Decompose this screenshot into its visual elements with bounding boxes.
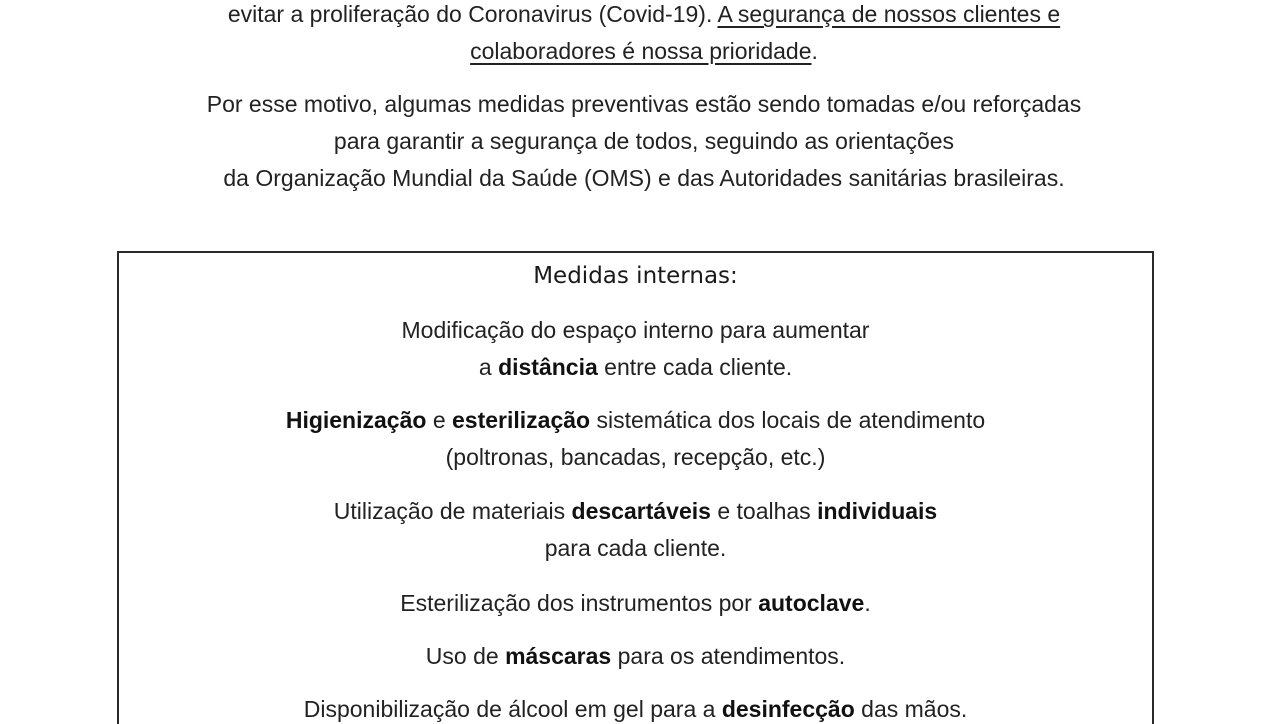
measure-keyword: descartáveis bbox=[571, 498, 711, 524]
intro-text: evitar a proliferação do Coronavirus (Covid-19). bbox=[227, 1, 718, 27]
measure-item-distance bbox=[119, 312, 1152, 386]
measure-text: e bbox=[426, 407, 453, 433]
measure-text: Utilização de materiais bbox=[333, 498, 572, 524]
intro-text: . bbox=[811, 38, 818, 64]
intro-line: Por esse motivo, algumas medidas preventivas estão sendo tomadas e/ou reforçadas bbox=[206, 91, 1082, 117]
measure-line bbox=[119, 691, 1152, 724]
measure-line bbox=[119, 638, 1152, 675]
measure-line: Modificação do espaço interno para aumentar bbox=[401, 317, 870, 343]
measure-keyword: esterilização bbox=[452, 407, 591, 433]
measure-text: Disponibilização de álcool em gel para a bbox=[303, 696, 722, 722]
measure-keyword: distância bbox=[498, 354, 598, 380]
measure-text: Esterilização dos instrumentos por bbox=[400, 590, 759, 616]
measure-item-hygiene bbox=[119, 402, 1152, 476]
measure-item-autoclave bbox=[119, 585, 1152, 622]
measure-text: das mãos. bbox=[854, 696, 968, 722]
measure-keyword: individuais bbox=[817, 498, 938, 524]
measure-text: Uso de bbox=[425, 643, 506, 669]
intro-line bbox=[0, 0, 1288, 33]
internal-measures-box bbox=[117, 251, 1154, 724]
measure-line bbox=[119, 493, 1152, 530]
measure-line: para cada cliente. bbox=[544, 535, 727, 561]
measure-line bbox=[119, 402, 1152, 439]
measure-item-disposables bbox=[119, 493, 1152, 567]
measure-keyword: máscaras bbox=[505, 643, 612, 669]
measure-keyword: Higienização bbox=[285, 407, 427, 433]
measure-keyword: autoclave bbox=[758, 590, 865, 616]
measure-line bbox=[119, 585, 1152, 622]
intro-line: para garantir a segurança de todos, seguindo as orientações bbox=[333, 128, 955, 154]
measure-text: entre cada cliente. bbox=[597, 354, 793, 380]
measure-item-masks bbox=[119, 638, 1152, 675]
intro-line: da Organização Mundial da Saúde (OMS) e das Autoridades sanitárias brasileiras. bbox=[223, 165, 1065, 191]
measure-line bbox=[119, 349, 1152, 386]
measure-text: a bbox=[478, 354, 499, 380]
measure-text: sistemática dos locais de atendimento bbox=[590, 407, 986, 433]
measure-keyword: desinfecção bbox=[721, 696, 855, 722]
intro-paragraph-measures bbox=[0, 86, 1288, 197]
intro-line bbox=[0, 33, 1288, 70]
box-title: Medidas internas: bbox=[533, 263, 738, 289]
measure-text: . bbox=[864, 590, 871, 616]
priority-statement-underlined: A segurança de nossos clientes e bbox=[717, 1, 1061, 27]
priority-statement-underlined: colaboradores é nossa prioridade bbox=[470, 38, 812, 64]
measure-line: (poltronas, bancadas, recepção, etc.) bbox=[445, 444, 826, 470]
intro-paragraph-covid bbox=[0, 0, 1288, 70]
measure-text: para os atendimentos. bbox=[611, 643, 846, 669]
measure-text: e toalhas bbox=[710, 498, 818, 524]
measure-item-hand-sanitizer bbox=[119, 691, 1152, 724]
